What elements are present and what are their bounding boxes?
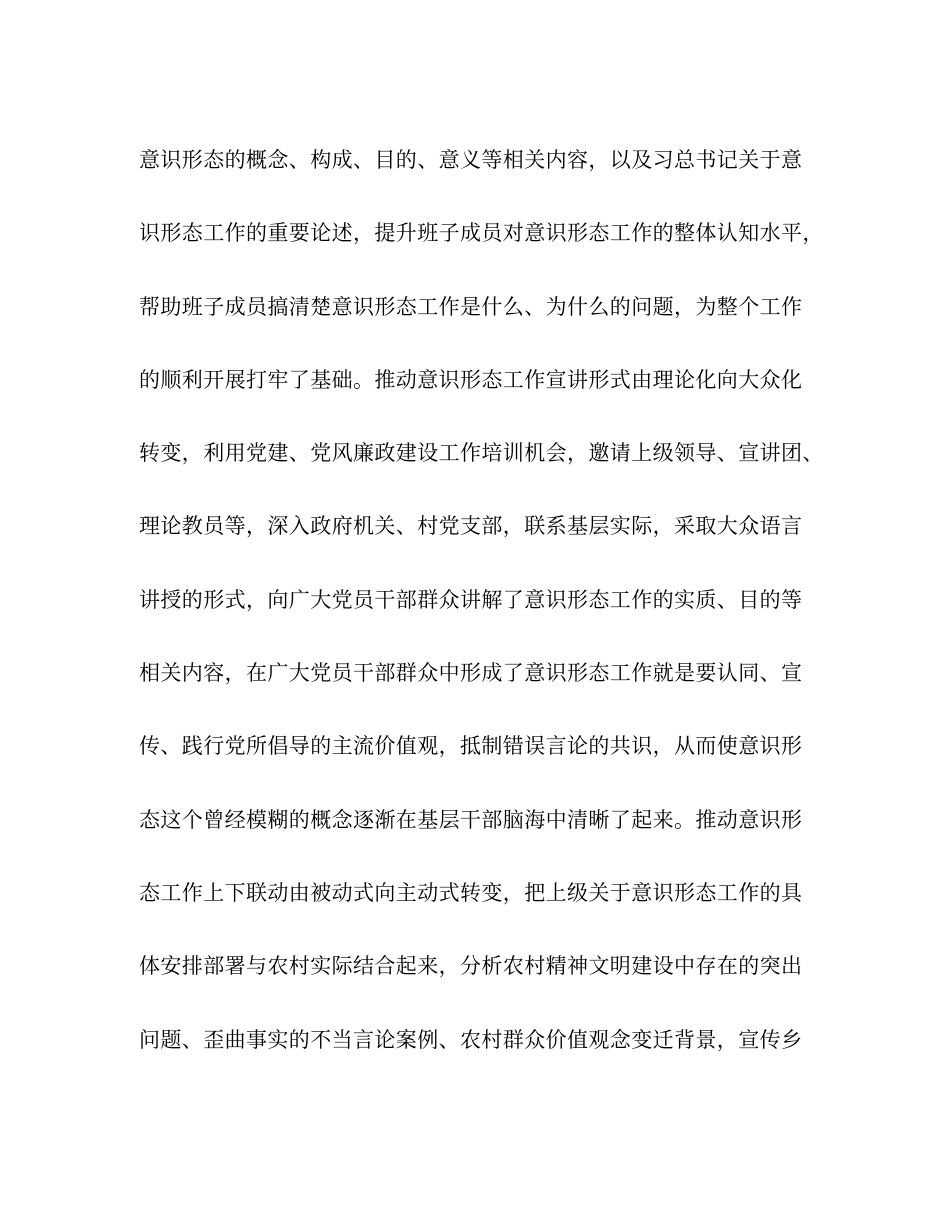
text-line: 相关内容，在广大党员干部群众中形成了意识形态工作就是要认同、宣 — [139, 661, 803, 686]
text-line: 体安排部署与农村实际结合起来，分析农村精神文明建设中存在的突出 — [139, 954, 803, 979]
text-line: 意识形态的概念、构成、目的、意义等相关内容，以及习总书记关于意 — [139, 148, 803, 172]
text-line: 理论教员等，深入政府机关、村党支部，联系基层实际，采取大众语言 — [139, 514, 803, 539]
text-line: 态工作上下联动由被动式向主动式转变，把上级关于意识形态工作的具 — [139, 880, 803, 905]
text-line: 传、践行党所倡导的主流价值观，抵制错误言论的共识，从而使意识形 — [139, 734, 803, 759]
text-line: 识形态工作的重要论述，提升班子成员对意识形态工作的整体认知水平， — [139, 221, 824, 246]
text-line: 转变，利用党建、党风廉政建设工作培训机会，邀请上级领导、宣讲团、 — [139, 441, 824, 466]
text-line: 的顺利开展打牢了基础。推动意识形态工作宣讲形式由理论化向大众化 — [139, 367, 803, 392]
text-line: 讲授的形式，向广大党员干部群众讲解了意识形态工作的实质、目的等 — [139, 587, 803, 612]
text-line: 问题、歪曲事实的不当言论案例、农村群众价值观念变迁背景，宣传乡 — [139, 1027, 803, 1052]
body-paragraph — [139, 142, 839, 1095]
text-line: 帮助班子成员搞清楚意识形态工作是什么、为什么的问题，为整个工作 — [139, 294, 803, 319]
text-line: 态这个曾经模糊的概念逐渐在基层干部脑海中清晰了起来。推动意识形 — [139, 807, 803, 832]
